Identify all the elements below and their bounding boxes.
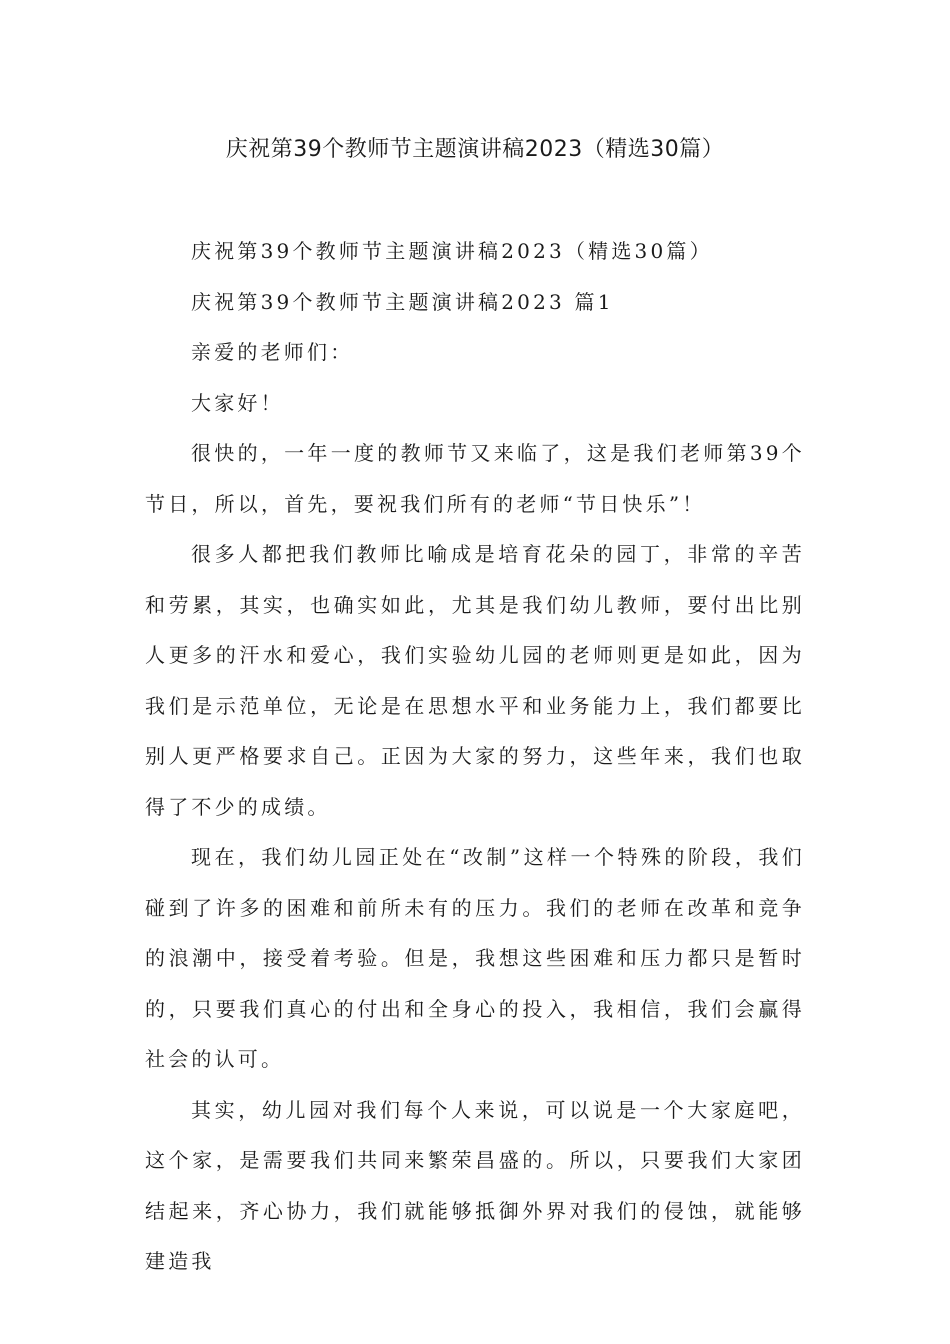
document-title: 庆祝第39个教师节主题演讲稿2023（精选30篇） <box>225 137 725 162</box>
paragraph: 现在，我们幼儿园正处在“改制”这样一个特殊的阶段，我们碰到了许多的困难和前所未有的压力。我们的老师在改革和竞争的浪潮中，接受着考验。但是，我想这些困难和压力都只是暂时的，只要我们真心的付出和全身心的投入，我相信，我们会赢得社会的认可。 <box>145 845 805 1071</box>
paragraph: 其实，幼儿园对我们每个人来说，可以说是一个大家庭吧，这个家，是需要我们共同来繁荣昌盛的。所以，只要我们大家团结起来，齐心协力，我们就能够抵御外界对我们的侵蚀，就能够建造我 <box>145 1097 805 1273</box>
document-body <box>145 226 805 1287</box>
paragraph-salutation: 亲爱的老师们： <box>191 340 354 364</box>
paragraph: 很快的，一年一度的教师节又来临了，这是我们老师第39个节日，所以，首先，要祝我们所有的老师“节日快乐”！ <box>145 441 805 516</box>
paragraph-subheading: 庆祝第39个教师节主题演讲稿2023 篇1 <box>191 289 614 314</box>
paragraph-heading: 庆祝第39个教师节主题演讲稿2023（精选30篇） <box>191 239 713 263</box>
paragraph-greeting: 大家好！ <box>191 390 284 415</box>
paragraph: 很多人都把我们教师比喻成是培育花朵的园丁，非常的辛苦和劳累，其实，也确实如此，尤其是我们幼儿教师，要付出比别人更多的汗水和爱心，我们实验幼儿园的老师则更是如此，因为我们是示范单位，无论是在思想水平和业务能力上，我们都要比别人更严格要求自己。正因为大家的努力，这些年来，我们也取得了不少的成绩。 <box>145 542 805 819</box>
